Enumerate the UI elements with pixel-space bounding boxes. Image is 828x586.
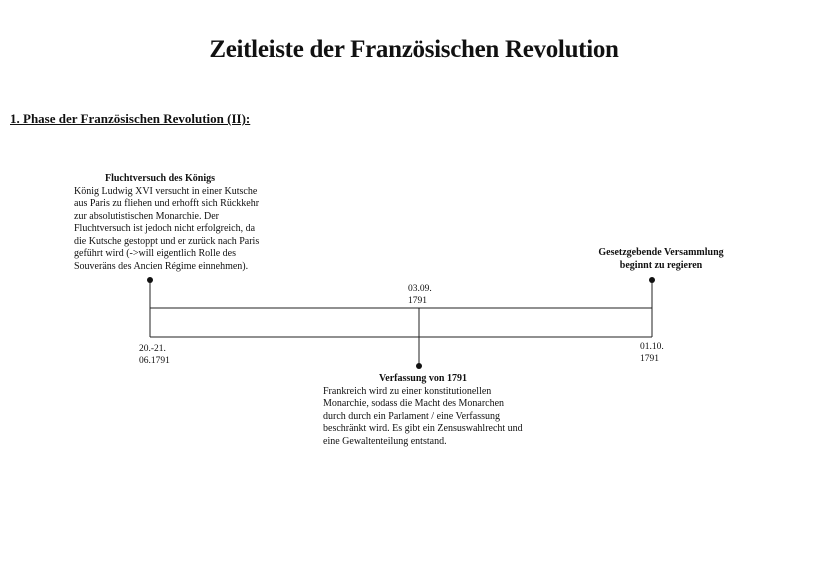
page-title: Zeitleiste der Französischen Revolution bbox=[209, 36, 619, 63]
event-flight-description: König Ludwig XVI versucht in einer Kutsche aus Paris zu fliehen und erhofft sich Rückkehr zur absolutistischen Monarchie. Der Fluchtversuch ist jedoch nicht erfolgreich, da die Kutsche gestoppt und er zurück nach Paris geführt wird (->will eigentlich Rolle des Souveräns des Ancien Régime einnehmen). bbox=[74, 185, 260, 272]
event-flight-title: Fluchtversuch des Königs bbox=[104, 173, 215, 184]
marker-assembly bbox=[649, 277, 655, 283]
marker-constitution bbox=[416, 363, 422, 369]
section-heading: 1. Phase der Französischen Revolution (II): bbox=[10, 111, 251, 126]
marker-flight bbox=[147, 277, 153, 283]
event-assembly-title: Gesetzgebende Versammlung beginnt zu regieren bbox=[598, 247, 724, 271]
event-assembly bbox=[586, 247, 736, 272]
date-constitution: 03.09. 1791 bbox=[408, 284, 432, 306]
date-flight: 20.-21. 06.1791 bbox=[139, 344, 170, 366]
event-flight bbox=[74, 173, 284, 273]
event-constitution-description: Frankreich wird zu einer konstitutionellen Monarchie, sodass die Macht des Monarchen durch durch ein Parlament / eine Verfassung beschränkt wird. Es gibt ein Zensuswahlrecht und eine Gewaltenteilung entstand. bbox=[323, 385, 523, 447]
event-constitution-title: Verfassung von 1791 bbox=[379, 373, 467, 384]
event-constitution bbox=[323, 373, 553, 448]
date-assembly: 01.10. 1791 bbox=[640, 342, 664, 364]
